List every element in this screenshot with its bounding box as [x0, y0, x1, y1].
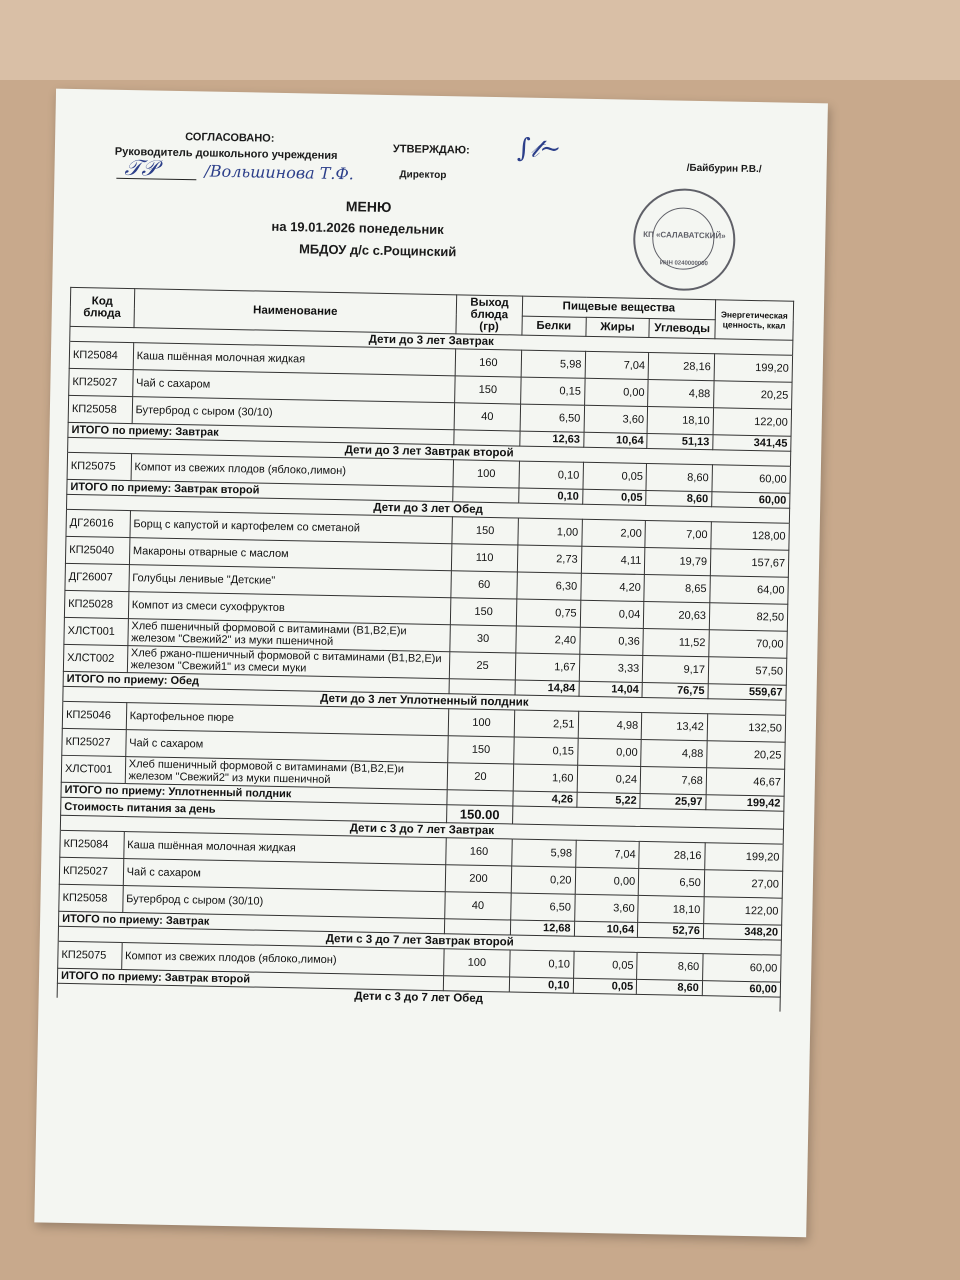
dish-energy: 122,00 [704, 897, 783, 925]
dish-protein: 5,98 [512, 839, 576, 867]
dish-carbs: 18,10 [638, 895, 704, 923]
dish-fat: 0,36 [579, 627, 643, 655]
agreed-signature: 𝒯𝒫 [124, 155, 158, 182]
empty-cell [447, 790, 513, 806]
total-energy: 559,67 [708, 684, 786, 700]
dish-energy: 60,00 [712, 465, 791, 493]
dish-code: ХЛСТ001 [64, 617, 128, 645]
dish-fat: 0,00 [584, 378, 648, 406]
menu-body [57, 326, 793, 1011]
dish-carbs: 18,10 [647, 407, 713, 435]
dish-energy: 132,50 [707, 714, 786, 742]
dish-carbs: 7,00 [645, 520, 711, 548]
dish-yield: 150 [455, 376, 521, 404]
dish-yield: 100 [448, 709, 514, 737]
dish-energy: 57,50 [708, 657, 787, 685]
dish-yield: 30 [450, 625, 516, 653]
dish-energy: 122,00 [713, 408, 792, 436]
dish-protein: 6,50 [520, 404, 584, 432]
empty-cell [443, 976, 509, 992]
dish-yield: 100 [453, 460, 519, 488]
total-fat: 10,64 [574, 921, 638, 937]
wall-background [0, 0, 960, 80]
section-title: Дети до 3 лет Завтрак [70, 326, 793, 355]
dish-energy: 60,00 [702, 954, 781, 982]
dish-carbs: 28,16 [639, 841, 705, 869]
total-energy: 348,20 [703, 924, 781, 940]
total-fat: 0,05 [573, 978, 637, 994]
dish-carbs: 6,50 [638, 868, 704, 896]
empty-cell [445, 919, 511, 935]
dish-code: КП25058 [68, 395, 132, 423]
dish-energy: 70,00 [709, 630, 788, 658]
menu-table [57, 287, 795, 1012]
col-nutrients: Пищевые вещества [522, 296, 715, 319]
stamp-text: КП «САЛАВАТСКИЙ» [643, 229, 726, 241]
dish-carbs: 9,17 [642, 655, 708, 683]
dish-code: КП25027 [69, 368, 133, 396]
total-carbs: 52,76 [638, 922, 704, 938]
total-label: ИТОГО по приему: Обед [63, 671, 449, 693]
dish-code: КП25075 [67, 452, 131, 480]
empty-cell [449, 679, 515, 695]
stamp-small-text: ИНН 0240000000 [659, 260, 708, 268]
dish-protein: 6,30 [517, 572, 581, 600]
total-energy: 199,42 [706, 795, 784, 811]
total-fat: 0,05 [582, 489, 646, 505]
dish-protein: 0,10 [509, 950, 573, 978]
dish-name: Чай с сахаром [132, 370, 455, 403]
dish-carbs: 8,60 [637, 952, 703, 980]
dish-protein: 0,75 [516, 599, 580, 627]
dish-fat: 0,04 [580, 600, 644, 628]
dish-carbs: 4,88 [641, 739, 707, 767]
dish-code: КП25084 [69, 341, 133, 369]
document-date: на 19.01.2026 понедельник [271, 218, 444, 238]
total-energy: 60,00 [702, 981, 780, 997]
section-title: Дети с 3 до 7 лет Завтрак второй [58, 926, 781, 955]
dish-fat: 4,11 [581, 546, 645, 574]
col-carbs: Углеводы [649, 318, 715, 339]
dish-yield: 25 [449, 652, 515, 680]
empty-cell [453, 487, 519, 503]
dish-protein: 0,10 [519, 461, 583, 489]
dish-fat: 4,20 [580, 573, 644, 601]
dish-name: Макароны отварные с маслом [129, 538, 452, 571]
col-yield: Выход блюда (гр) [456, 295, 522, 335]
dish-name: Каша пшённая молочная жидкая [123, 832, 446, 865]
document-title: МЕНЮ [345, 198, 392, 216]
section-title: Дети до 3 лет Обед [66, 494, 789, 523]
dish-code: КП25027 [59, 857, 123, 885]
total-fat: 10,64 [583, 432, 647, 448]
dish-energy: 157,67 [710, 549, 789, 577]
total-energy: 341,45 [713, 435, 791, 451]
dish-code: ХЛСТ001 [61, 755, 125, 783]
dish-fat: 0,00 [577, 738, 641, 766]
total-protein: 12,68 [510, 920, 574, 936]
approve-signature: ∫𝓉~ [516, 133, 562, 165]
agreed-role: Руководитель дошкольного учреждения [114, 145, 338, 163]
dish-fat: 2,00 [581, 519, 645, 547]
agreed-label: СОГЛАСОВАНО: [185, 131, 275, 145]
dish-protein: 1,67 [515, 653, 579, 681]
dish-fat: 7,04 [575, 840, 639, 868]
dish-fat: 0,00 [575, 867, 639, 895]
dish-protein: 0,15 [514, 737, 578, 765]
total-carbs: 51,13 [647, 434, 713, 450]
dish-name: Компот из свежих плодов (яблоко,лимон) [131, 454, 454, 487]
dish-protein: 1,00 [518, 518, 582, 546]
dish-code: КП25075 [58, 941, 122, 969]
col-energy: Энергетическая ценность, ккал [715, 300, 794, 340]
dish-energy: 64,00 [710, 576, 789, 604]
dish-code: КП25028 [64, 590, 128, 618]
dish-name: Картофельное пюре [126, 703, 449, 736]
dish-fat: 3,33 [579, 654, 643, 682]
dish-code: ДГ26007 [65, 563, 129, 591]
dish-yield: 40 [454, 403, 520, 431]
dish-yield: 150 [450, 598, 516, 626]
dish-yield: 20 [447, 763, 513, 791]
col-fat: Жиры [585, 317, 649, 338]
cost-value: 150.00 [447, 805, 513, 824]
section-title: Дети с 3 до 7 лет Обед [57, 983, 780, 1011]
section-title: Дети до 3 лет Завтрак второй [68, 437, 791, 466]
dish-fat: 3,60 [574, 894, 638, 922]
dish-code: КП25084 [60, 830, 124, 858]
dish-protein: 6,50 [511, 893, 575, 921]
dish-carbs: 8,60 [646, 463, 712, 491]
dish-name: Борщ с капустой и картофелем со сметаной [130, 511, 453, 544]
col-name: Наименование [134, 289, 457, 334]
dish-name: Чай с сахаром [125, 730, 448, 763]
dish-protein: 0,15 [520, 377, 584, 405]
dish-code: ХЛСТ002 [63, 644, 127, 672]
total-protein: 14,84 [515, 680, 579, 696]
dish-fat: 7,04 [585, 351, 649, 379]
organization-stamp [632, 188, 736, 292]
dish-name: Каша пшённая молочная жидкая [133, 343, 456, 376]
total-label: ИТОГО по приему: Завтрак [68, 422, 454, 444]
empty-cell [454, 430, 520, 446]
agreed-name: /Вольшинова Т.Ф. [204, 161, 355, 184]
dish-yield: 60 [451, 571, 517, 599]
section-title: Дети с 3 до 7 лет Завтрак [60, 815, 783, 844]
dish-yield: 160 [446, 838, 512, 866]
dish-name: Компот из смеси сухофруктов [128, 592, 451, 625]
dish-code: КП25058 [59, 884, 123, 912]
dish-protein: 2,40 [516, 626, 580, 654]
section-title: Дети до 3 лет Уплотненный полдник [63, 686, 786, 715]
dish-name: Бутерброд с сыром (30/10) [132, 397, 455, 430]
dish-energy: 46,67 [706, 768, 785, 796]
approve-role: Директор [399, 169, 447, 182]
dish-code: КП25027 [62, 728, 126, 756]
dish-name: Бутерброд с сыром (30/10) [122, 886, 445, 919]
dish-name: Хлеб пшеничный формовой с витаминами (В1,В2,Е)и железом "Свежий2" из муки пшеничной [125, 757, 448, 790]
dish-name: Хлеб ржано-пшеничный формовой с витаминами (В1,В2,Е)и железом "Свежий1" из смеси муки [127, 646, 450, 679]
dish-carbs: 8,65 [644, 574, 710, 602]
total-carbs: 8,60 [646, 490, 712, 506]
dish-yield: 160 [455, 349, 521, 377]
dish-yield: 150 [452, 517, 518, 545]
dish-carbs: 28,16 [648, 353, 714, 381]
total-protein: 0,10 [509, 977, 573, 993]
dish-fat: 4,98 [578, 711, 642, 739]
approve-name: /Байбурин Р.В./ [686, 162, 762, 176]
dish-fat: 0,24 [577, 765, 641, 793]
total-carbs: 8,60 [636, 979, 702, 995]
dish-code: ДГ26016 [66, 509, 130, 537]
dish-fat: 3,60 [584, 405, 648, 433]
dish-energy: 20,25 [713, 381, 792, 409]
dish-name: Компот из свежих плодов (яблоко,лимон) [121, 943, 444, 976]
total-label: ИТОГО по приему: Завтрак второй [57, 968, 443, 990]
dish-protein: 1,60 [513, 764, 577, 792]
dish-carbs: 11,52 [643, 628, 709, 656]
dish-energy: 27,00 [704, 870, 783, 898]
col-code: Код блюда [70, 287, 134, 327]
total-label: ИТОГО по приему: Завтрак второй [67, 479, 453, 501]
dish-name: Хлеб пшеничный формовой с витаминами (В1,В2,Е)и железом "Свежий2" из муки пшеничной [128, 619, 451, 652]
menu-sheet [34, 89, 828, 1238]
dish-fat: 0,05 [573, 951, 637, 979]
dish-fat: 0,05 [583, 462, 647, 490]
organization-name: МБДОУ д/с с.Рощинский [298, 241, 457, 260]
total-protein: 0,10 [519, 488, 583, 504]
total-fat: 14,04 [579, 681, 643, 697]
dish-code: КП25046 [62, 701, 126, 729]
dish-yield: 110 [452, 544, 518, 572]
dish-energy: 199,20 [714, 354, 793, 382]
dish-code: КП25040 [65, 536, 129, 564]
dish-protein: 2,73 [517, 545, 581, 573]
total-carbs: 25,97 [640, 793, 706, 809]
dish-energy: 199,20 [705, 843, 784, 871]
total-label: ИТОГО по приему: Завтрак [58, 911, 444, 933]
dish-carbs: 20,63 [644, 601, 710, 629]
dish-yield: 150 [448, 736, 514, 764]
cost-label: Стоимость питания за день [61, 797, 447, 822]
dish-name: Чай с сахаром [123, 859, 446, 892]
col-protein: Белки [522, 316, 586, 337]
dish-protein: 2,51 [514, 710, 578, 738]
dish-carbs: 7,68 [640, 766, 706, 794]
dish-carbs: 13,42 [641, 712, 707, 740]
total-energy: 60,00 [712, 492, 790, 508]
dish-yield: 40 [445, 892, 511, 920]
total-protein: 4,26 [513, 791, 577, 807]
total-fat: 5,22 [576, 792, 640, 808]
total-protein: 12,63 [520, 431, 584, 447]
dish-carbs: 19,79 [645, 547, 711, 575]
dish-energy: 128,00 [711, 522, 790, 550]
dish-yield: 100 [444, 949, 510, 977]
dish-name: Голубцы ленивые "Детские" [129, 565, 452, 598]
dish-energy: 20,25 [707, 741, 786, 769]
total-carbs: 76,75 [642, 682, 708, 698]
dish-energy: 82,50 [709, 603, 788, 631]
dish-carbs: 4,88 [648, 380, 714, 408]
dish-protein: 0,20 [511, 866, 575, 894]
dish-protein: 5,98 [521, 350, 585, 378]
dish-yield: 200 [445, 865, 511, 893]
approve-label: УТВЕРЖДАЮ: [392, 143, 470, 157]
total-label: ИТОГО по приему: Уплотненный полдник [61, 782, 447, 804]
